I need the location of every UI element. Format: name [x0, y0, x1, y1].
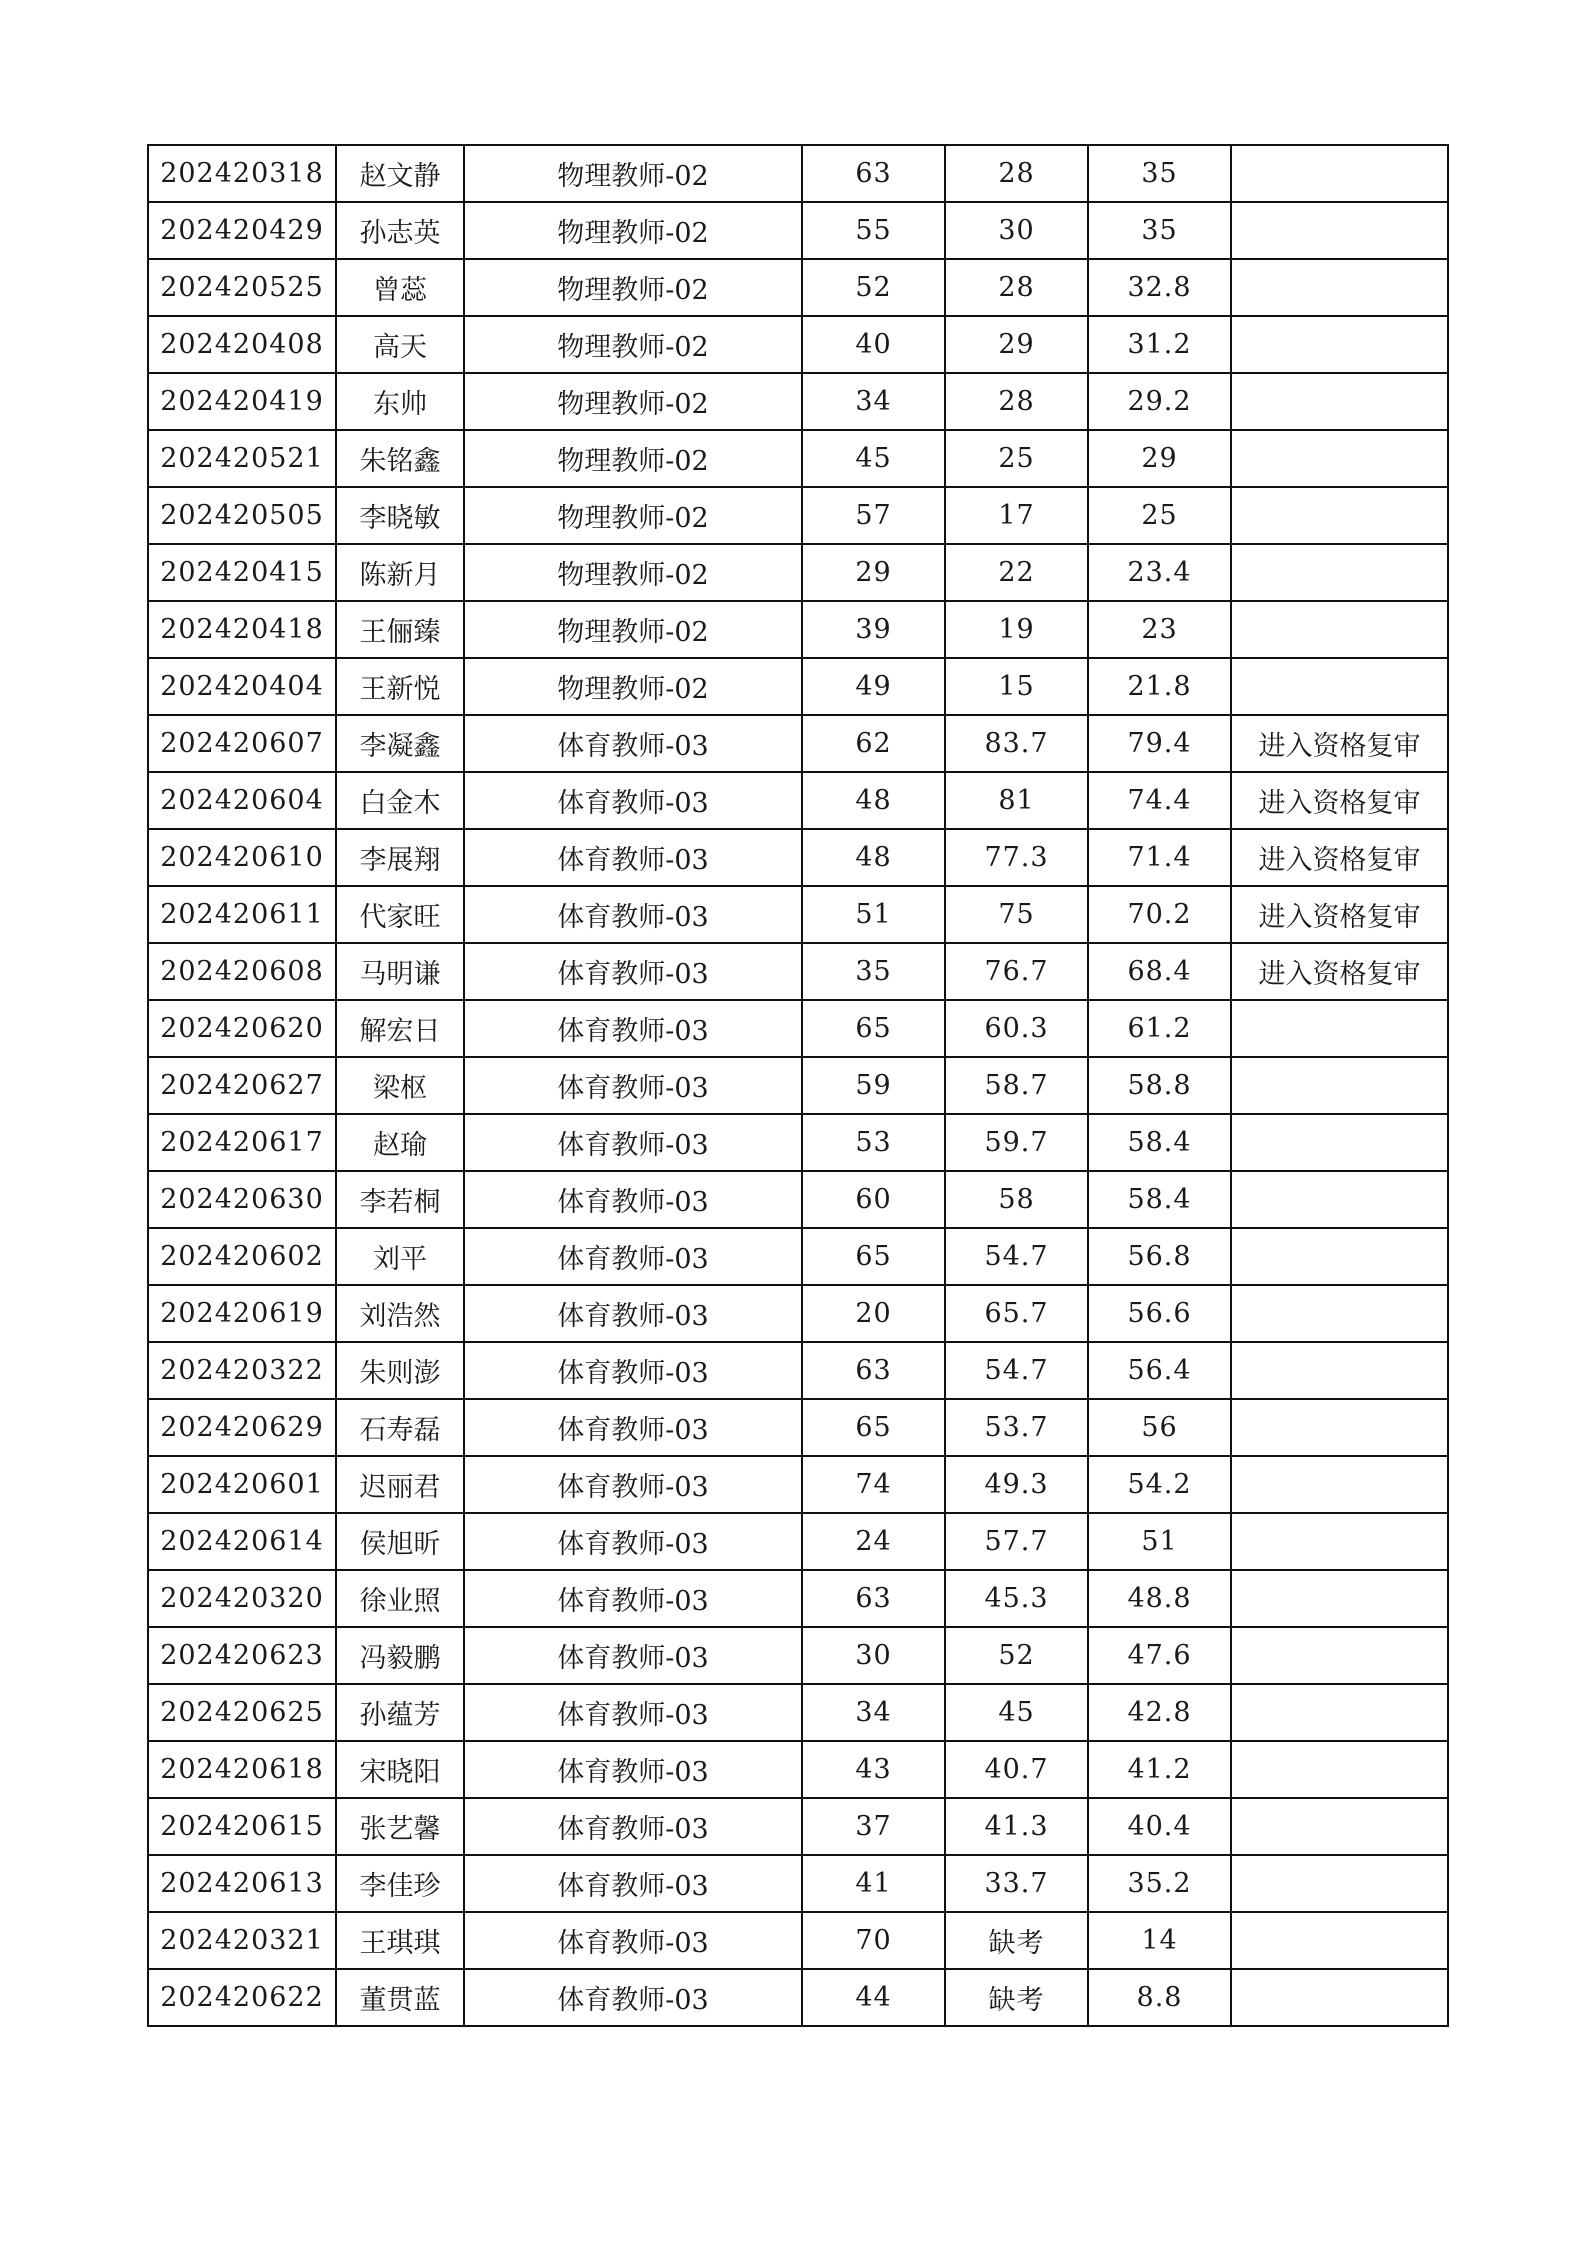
written-score-cell: 40	[802, 316, 945, 373]
candidate-name-cell: 刘浩然	[336, 1285, 464, 1342]
remark-cell	[1231, 202, 1448, 259]
table-row	[148, 1969, 1448, 2026]
candidate-name-cell: 宋晓阳	[336, 1741, 464, 1798]
table-row	[148, 145, 1448, 202]
candidate-name-cell: 侯旭昕	[336, 1513, 464, 1570]
candidate-name-cell: 迟丽君	[336, 1456, 464, 1513]
written-score-cell: 63	[802, 1342, 945, 1399]
remark-cell	[1231, 1228, 1448, 1285]
position-cell: 物理教师-02	[464, 601, 802, 658]
position-cell: 物理教师-02	[464, 316, 802, 373]
remark-cell	[1231, 1684, 1448, 1741]
total-score-cell: 32.8	[1088, 259, 1231, 316]
remark-cell	[1231, 1741, 1448, 1798]
remark-cell	[1231, 1399, 1448, 1456]
interview-score-cell: 29	[945, 316, 1088, 373]
candidate-name-cell: 李若桐	[336, 1171, 464, 1228]
interview-score-cell: 49.3	[945, 1456, 1088, 1513]
table-row	[148, 316, 1448, 373]
interview-score-cell: 缺考	[945, 1912, 1088, 1969]
interview-score-cell: 28	[945, 373, 1088, 430]
candidate-id-cell: 202420525	[148, 259, 336, 316]
candidate-id-cell: 202420415	[148, 544, 336, 601]
table-row	[148, 259, 1448, 316]
interview-score-cell: 22	[945, 544, 1088, 601]
candidate-id-cell: 202420629	[148, 1399, 336, 1456]
candidate-id-cell: 202420321	[148, 1912, 336, 1969]
candidate-name-cell: 王琪琪	[336, 1912, 464, 1969]
position-cell: 体育教师-03	[464, 1285, 802, 1342]
remark-cell	[1231, 487, 1448, 544]
position-cell: 体育教师-03	[464, 1057, 802, 1114]
total-score-cell: 61.2	[1088, 1000, 1231, 1057]
candidate-id-cell: 202420618	[148, 1741, 336, 1798]
candidate-name-cell: 孙蕴芳	[336, 1684, 464, 1741]
remark-cell	[1231, 430, 1448, 487]
candidate-name-cell: 曾蕊	[336, 259, 464, 316]
candidate-id-cell: 202420627	[148, 1057, 336, 1114]
total-score-cell: 70.2	[1088, 886, 1231, 943]
written-score-cell: 24	[802, 1513, 945, 1570]
remark-cell	[1231, 1513, 1448, 1570]
remark-cell: 进入资格复审	[1231, 772, 1448, 829]
position-cell: 体育教师-03	[464, 943, 802, 1000]
total-score-cell: 56	[1088, 1399, 1231, 1456]
written-score-cell: 65	[802, 1399, 945, 1456]
total-score-cell: 23	[1088, 601, 1231, 658]
position-cell: 体育教师-03	[464, 1513, 802, 1570]
position-cell: 体育教师-03	[464, 1000, 802, 1057]
candidate-id-cell: 202420614	[148, 1513, 336, 1570]
total-score-cell: 40.4	[1088, 1798, 1231, 1855]
remark-cell	[1231, 1969, 1448, 2026]
candidate-name-cell: 李晓敏	[336, 487, 464, 544]
interview-score-cell: 33.7	[945, 1855, 1088, 1912]
position-cell: 体育教师-03	[464, 1855, 802, 1912]
candidate-id-cell: 202420617	[148, 1114, 336, 1171]
position-cell: 体育教师-03	[464, 1798, 802, 1855]
written-score-cell: 29	[802, 544, 945, 601]
position-cell: 体育教师-03	[464, 1456, 802, 1513]
written-score-cell: 52	[802, 259, 945, 316]
position-cell: 体育教师-03	[464, 1741, 802, 1798]
remark-cell	[1231, 658, 1448, 715]
written-score-cell: 57	[802, 487, 945, 544]
table-row	[148, 1684, 1448, 1741]
interview-score-cell: 54.7	[945, 1342, 1088, 1399]
total-score-cell: 41.2	[1088, 1741, 1231, 1798]
written-score-cell: 70	[802, 1912, 945, 1969]
candidate-name-cell: 孙志英	[336, 202, 464, 259]
candidate-id-cell: 202420505	[148, 487, 336, 544]
total-score-cell: 35.2	[1088, 1855, 1231, 1912]
written-score-cell: 65	[802, 1000, 945, 1057]
remark-cell	[1231, 544, 1448, 601]
remark-cell	[1231, 373, 1448, 430]
written-score-cell: 34	[802, 373, 945, 430]
table-row	[148, 1741, 1448, 1798]
total-score-cell: 58.4	[1088, 1171, 1231, 1228]
candidate-name-cell: 李佳珍	[336, 1855, 464, 1912]
interview-score-cell: 45.3	[945, 1570, 1088, 1627]
table-row	[148, 943, 1448, 1000]
remark-cell	[1231, 1855, 1448, 1912]
written-score-cell: 62	[802, 715, 945, 772]
total-score-cell: 47.6	[1088, 1627, 1231, 1684]
position-cell: 物理教师-02	[464, 430, 802, 487]
table-row	[148, 1114, 1448, 1171]
candidate-id-cell: 202420607	[148, 715, 336, 772]
candidate-id-cell: 202420408	[148, 316, 336, 373]
written-score-cell: 65	[802, 1228, 945, 1285]
candidate-name-cell: 李展翔	[336, 829, 464, 886]
position-cell: 体育教师-03	[464, 1969, 802, 2026]
interview-score-cell: 58.7	[945, 1057, 1088, 1114]
written-score-cell: 34	[802, 1684, 945, 1741]
remark-cell	[1231, 1912, 1448, 1969]
candidate-id-cell: 202420625	[148, 1684, 336, 1741]
candidate-name-cell: 王新悦	[336, 658, 464, 715]
interview-score-cell: 40.7	[945, 1741, 1088, 1798]
remark-cell	[1231, 1171, 1448, 1228]
candidate-id-cell: 202420619	[148, 1285, 336, 1342]
candidate-name-cell: 赵瑜	[336, 1114, 464, 1171]
remark-cell: 进入资格复审	[1231, 715, 1448, 772]
candidate-name-cell: 石寿磊	[336, 1399, 464, 1456]
candidate-id-cell: 202420404	[148, 658, 336, 715]
interview-score-cell: 52	[945, 1627, 1088, 1684]
position-cell: 物理教师-02	[464, 202, 802, 259]
candidate-name-cell: 高天	[336, 316, 464, 373]
total-score-cell: 68.4	[1088, 943, 1231, 1000]
total-score-cell: 14	[1088, 1912, 1231, 1969]
remark-cell	[1231, 1114, 1448, 1171]
table-row	[148, 601, 1448, 658]
interview-score-cell: 77.3	[945, 829, 1088, 886]
written-score-cell: 41	[802, 1855, 945, 1912]
interview-score-cell: 41.3	[945, 1798, 1088, 1855]
remark-cell	[1231, 1285, 1448, 1342]
table-row	[148, 772, 1448, 829]
written-score-cell: 63	[802, 1570, 945, 1627]
written-score-cell: 45	[802, 430, 945, 487]
table-row	[148, 715, 1448, 772]
interview-score-cell: 75	[945, 886, 1088, 943]
table-row	[148, 1798, 1448, 1855]
position-cell: 体育教师-03	[464, 829, 802, 886]
interview-score-cell: 57.7	[945, 1513, 1088, 1570]
total-score-cell: 79.4	[1088, 715, 1231, 772]
written-score-cell: 39	[802, 601, 945, 658]
interview-score-cell: 81	[945, 772, 1088, 829]
written-score-cell: 44	[802, 1969, 945, 2026]
candidate-id-cell: 202420608	[148, 943, 336, 1000]
written-score-cell: 48	[802, 772, 945, 829]
table-row	[148, 1912, 1448, 1969]
table-row	[148, 1513, 1448, 1570]
candidate-name-cell: 王俪臻	[336, 601, 464, 658]
position-cell: 物理教师-02	[464, 145, 802, 202]
table-row	[148, 1285, 1448, 1342]
remark-cell	[1231, 601, 1448, 658]
table-row	[148, 544, 1448, 601]
remark-cell: 进入资格复审	[1231, 886, 1448, 943]
total-score-cell: 23.4	[1088, 544, 1231, 601]
interview-score-cell: 30	[945, 202, 1088, 259]
table-row	[148, 1570, 1448, 1627]
candidate-name-cell: 东帅	[336, 373, 464, 430]
table-row	[148, 1057, 1448, 1114]
position-cell: 体育教师-03	[464, 1342, 802, 1399]
remark-cell	[1231, 1798, 1448, 1855]
remark-cell	[1231, 259, 1448, 316]
position-cell: 体育教师-03	[464, 1627, 802, 1684]
interview-score-cell: 76.7	[945, 943, 1088, 1000]
remark-cell	[1231, 1057, 1448, 1114]
total-score-cell: 42.8	[1088, 1684, 1231, 1741]
position-cell: 体育教师-03	[464, 715, 802, 772]
interview-score-cell: 19	[945, 601, 1088, 658]
written-score-cell: 30	[802, 1627, 945, 1684]
written-score-cell: 43	[802, 1741, 945, 1798]
total-score-cell: 51	[1088, 1513, 1231, 1570]
candidate-id-cell: 202420623	[148, 1627, 336, 1684]
total-score-cell: 56.8	[1088, 1228, 1231, 1285]
candidate-id-cell: 202420620	[148, 1000, 336, 1057]
table-row	[148, 373, 1448, 430]
table-row	[148, 1342, 1448, 1399]
table-row	[148, 430, 1448, 487]
position-cell: 体育教师-03	[464, 1228, 802, 1285]
interview-score-cell: 54.7	[945, 1228, 1088, 1285]
total-score-cell: 71.4	[1088, 829, 1231, 886]
written-score-cell: 37	[802, 1798, 945, 1855]
remark-cell: 进入资格复审	[1231, 829, 1448, 886]
table-row	[148, 202, 1448, 259]
written-score-cell: 59	[802, 1057, 945, 1114]
total-score-cell: 48.8	[1088, 1570, 1231, 1627]
position-cell: 体育教师-03	[464, 1114, 802, 1171]
candidate-id-cell: 202420322	[148, 1342, 336, 1399]
candidate-id-cell: 202420429	[148, 202, 336, 259]
candidate-name-cell: 马明谦	[336, 943, 464, 1000]
table-row	[148, 1000, 1448, 1057]
written-score-cell: 48	[802, 829, 945, 886]
written-score-cell: 53	[802, 1114, 945, 1171]
candidate-id-cell: 202420622	[148, 1969, 336, 2026]
interview-score-cell: 83.7	[945, 715, 1088, 772]
table-row	[148, 1456, 1448, 1513]
position-cell: 物理教师-02	[464, 544, 802, 601]
candidate-id-cell: 202420521	[148, 430, 336, 487]
total-score-cell: 58.8	[1088, 1057, 1231, 1114]
interview-score-cell: 28	[945, 259, 1088, 316]
written-score-cell: 55	[802, 202, 945, 259]
total-score-cell: 56.6	[1088, 1285, 1231, 1342]
remark-cell	[1231, 1456, 1448, 1513]
table-row	[148, 886, 1448, 943]
candidate-id-cell: 202420320	[148, 1570, 336, 1627]
position-cell: 体育教师-03	[464, 1912, 802, 1969]
position-cell: 物理教师-02	[464, 487, 802, 544]
candidate-name-cell: 张艺馨	[336, 1798, 464, 1855]
candidate-name-cell: 李凝鑫	[336, 715, 464, 772]
position-cell: 体育教师-03	[464, 1171, 802, 1228]
interview-score-cell: 45	[945, 1684, 1088, 1741]
total-score-cell: 74.4	[1088, 772, 1231, 829]
interview-score-cell: 缺考	[945, 1969, 1088, 2026]
remark-cell	[1231, 1000, 1448, 1057]
position-cell: 物理教师-02	[464, 259, 802, 316]
written-score-cell: 60	[802, 1171, 945, 1228]
total-score-cell: 21.8	[1088, 658, 1231, 715]
total-score-cell: 35	[1088, 145, 1231, 202]
candidate-name-cell: 赵文静	[336, 145, 464, 202]
written-score-cell: 63	[802, 145, 945, 202]
total-score-cell: 29	[1088, 430, 1231, 487]
remark-cell	[1231, 316, 1448, 373]
table-row	[148, 1399, 1448, 1456]
candidate-id-cell: 202420630	[148, 1171, 336, 1228]
interview-score-cell: 17	[945, 487, 1088, 544]
table-row	[148, 829, 1448, 886]
candidate-id-cell: 202420610	[148, 829, 336, 886]
table-row	[148, 487, 1448, 544]
position-cell: 体育教师-03	[464, 886, 802, 943]
candidate-name-cell: 梁枢	[336, 1057, 464, 1114]
interview-score-cell: 15	[945, 658, 1088, 715]
interview-score-cell: 25	[945, 430, 1088, 487]
position-cell: 体育教师-03	[464, 1399, 802, 1456]
candidate-id-cell: 202420615	[148, 1798, 336, 1855]
candidate-id-cell: 202420318	[148, 145, 336, 202]
written-score-cell: 51	[802, 886, 945, 943]
remark-cell	[1231, 1342, 1448, 1399]
total-score-cell: 54.2	[1088, 1456, 1231, 1513]
written-score-cell: 74	[802, 1456, 945, 1513]
candidate-name-cell: 白金木	[336, 772, 464, 829]
score-table	[147, 144, 1449, 2027]
position-cell: 体育教师-03	[464, 772, 802, 829]
total-score-cell: 29.2	[1088, 373, 1231, 430]
table-row	[148, 1855, 1448, 1912]
written-score-cell: 49	[802, 658, 945, 715]
candidate-id-cell: 202420613	[148, 1855, 336, 1912]
table-row	[148, 1627, 1448, 1684]
total-score-cell: 56.4	[1088, 1342, 1231, 1399]
candidate-id-cell: 202420611	[148, 886, 336, 943]
interview-score-cell: 65.7	[945, 1285, 1088, 1342]
interview-score-cell: 59.7	[945, 1114, 1088, 1171]
candidate-name-cell: 陈新月	[336, 544, 464, 601]
candidate-name-cell: 徐业照	[336, 1570, 464, 1627]
candidate-name-cell: 董贯蓝	[336, 1969, 464, 2026]
score-table-body	[148, 145, 1448, 2026]
candidate-id-cell: 202420602	[148, 1228, 336, 1285]
remark-cell	[1231, 145, 1448, 202]
total-score-cell: 31.2	[1088, 316, 1231, 373]
position-cell: 物理教师-02	[464, 658, 802, 715]
position-cell: 体育教师-03	[464, 1570, 802, 1627]
interview-score-cell: 53.7	[945, 1399, 1088, 1456]
candidate-name-cell: 朱铭鑫	[336, 430, 464, 487]
total-score-cell: 35	[1088, 202, 1231, 259]
table-row	[148, 1171, 1448, 1228]
position-cell: 物理教师-02	[464, 373, 802, 430]
interview-score-cell: 58	[945, 1171, 1088, 1228]
candidate-id-cell: 202420418	[148, 601, 336, 658]
remark-cell	[1231, 1627, 1448, 1684]
candidate-name-cell: 代家旺	[336, 886, 464, 943]
candidate-name-cell: 刘平	[336, 1228, 464, 1285]
written-score-cell: 20	[802, 1285, 945, 1342]
candidate-name-cell: 冯毅鹏	[336, 1627, 464, 1684]
table-row	[148, 658, 1448, 715]
remark-cell: 进入资格复审	[1231, 943, 1448, 1000]
candidate-name-cell: 朱则澎	[336, 1342, 464, 1399]
table-row	[148, 1228, 1448, 1285]
candidate-id-cell: 202420419	[148, 373, 336, 430]
candidate-id-cell: 202420601	[148, 1456, 336, 1513]
total-score-cell: 58.4	[1088, 1114, 1231, 1171]
interview-score-cell: 60.3	[945, 1000, 1088, 1057]
remark-cell	[1231, 1570, 1448, 1627]
total-score-cell: 25	[1088, 487, 1231, 544]
written-score-cell: 35	[802, 943, 945, 1000]
interview-score-cell: 28	[945, 145, 1088, 202]
candidate-name-cell: 解宏日	[336, 1000, 464, 1057]
candidate-id-cell: 202420604	[148, 772, 336, 829]
total-score-cell: 8.8	[1088, 1969, 1231, 2026]
position-cell: 体育教师-03	[464, 1684, 802, 1741]
